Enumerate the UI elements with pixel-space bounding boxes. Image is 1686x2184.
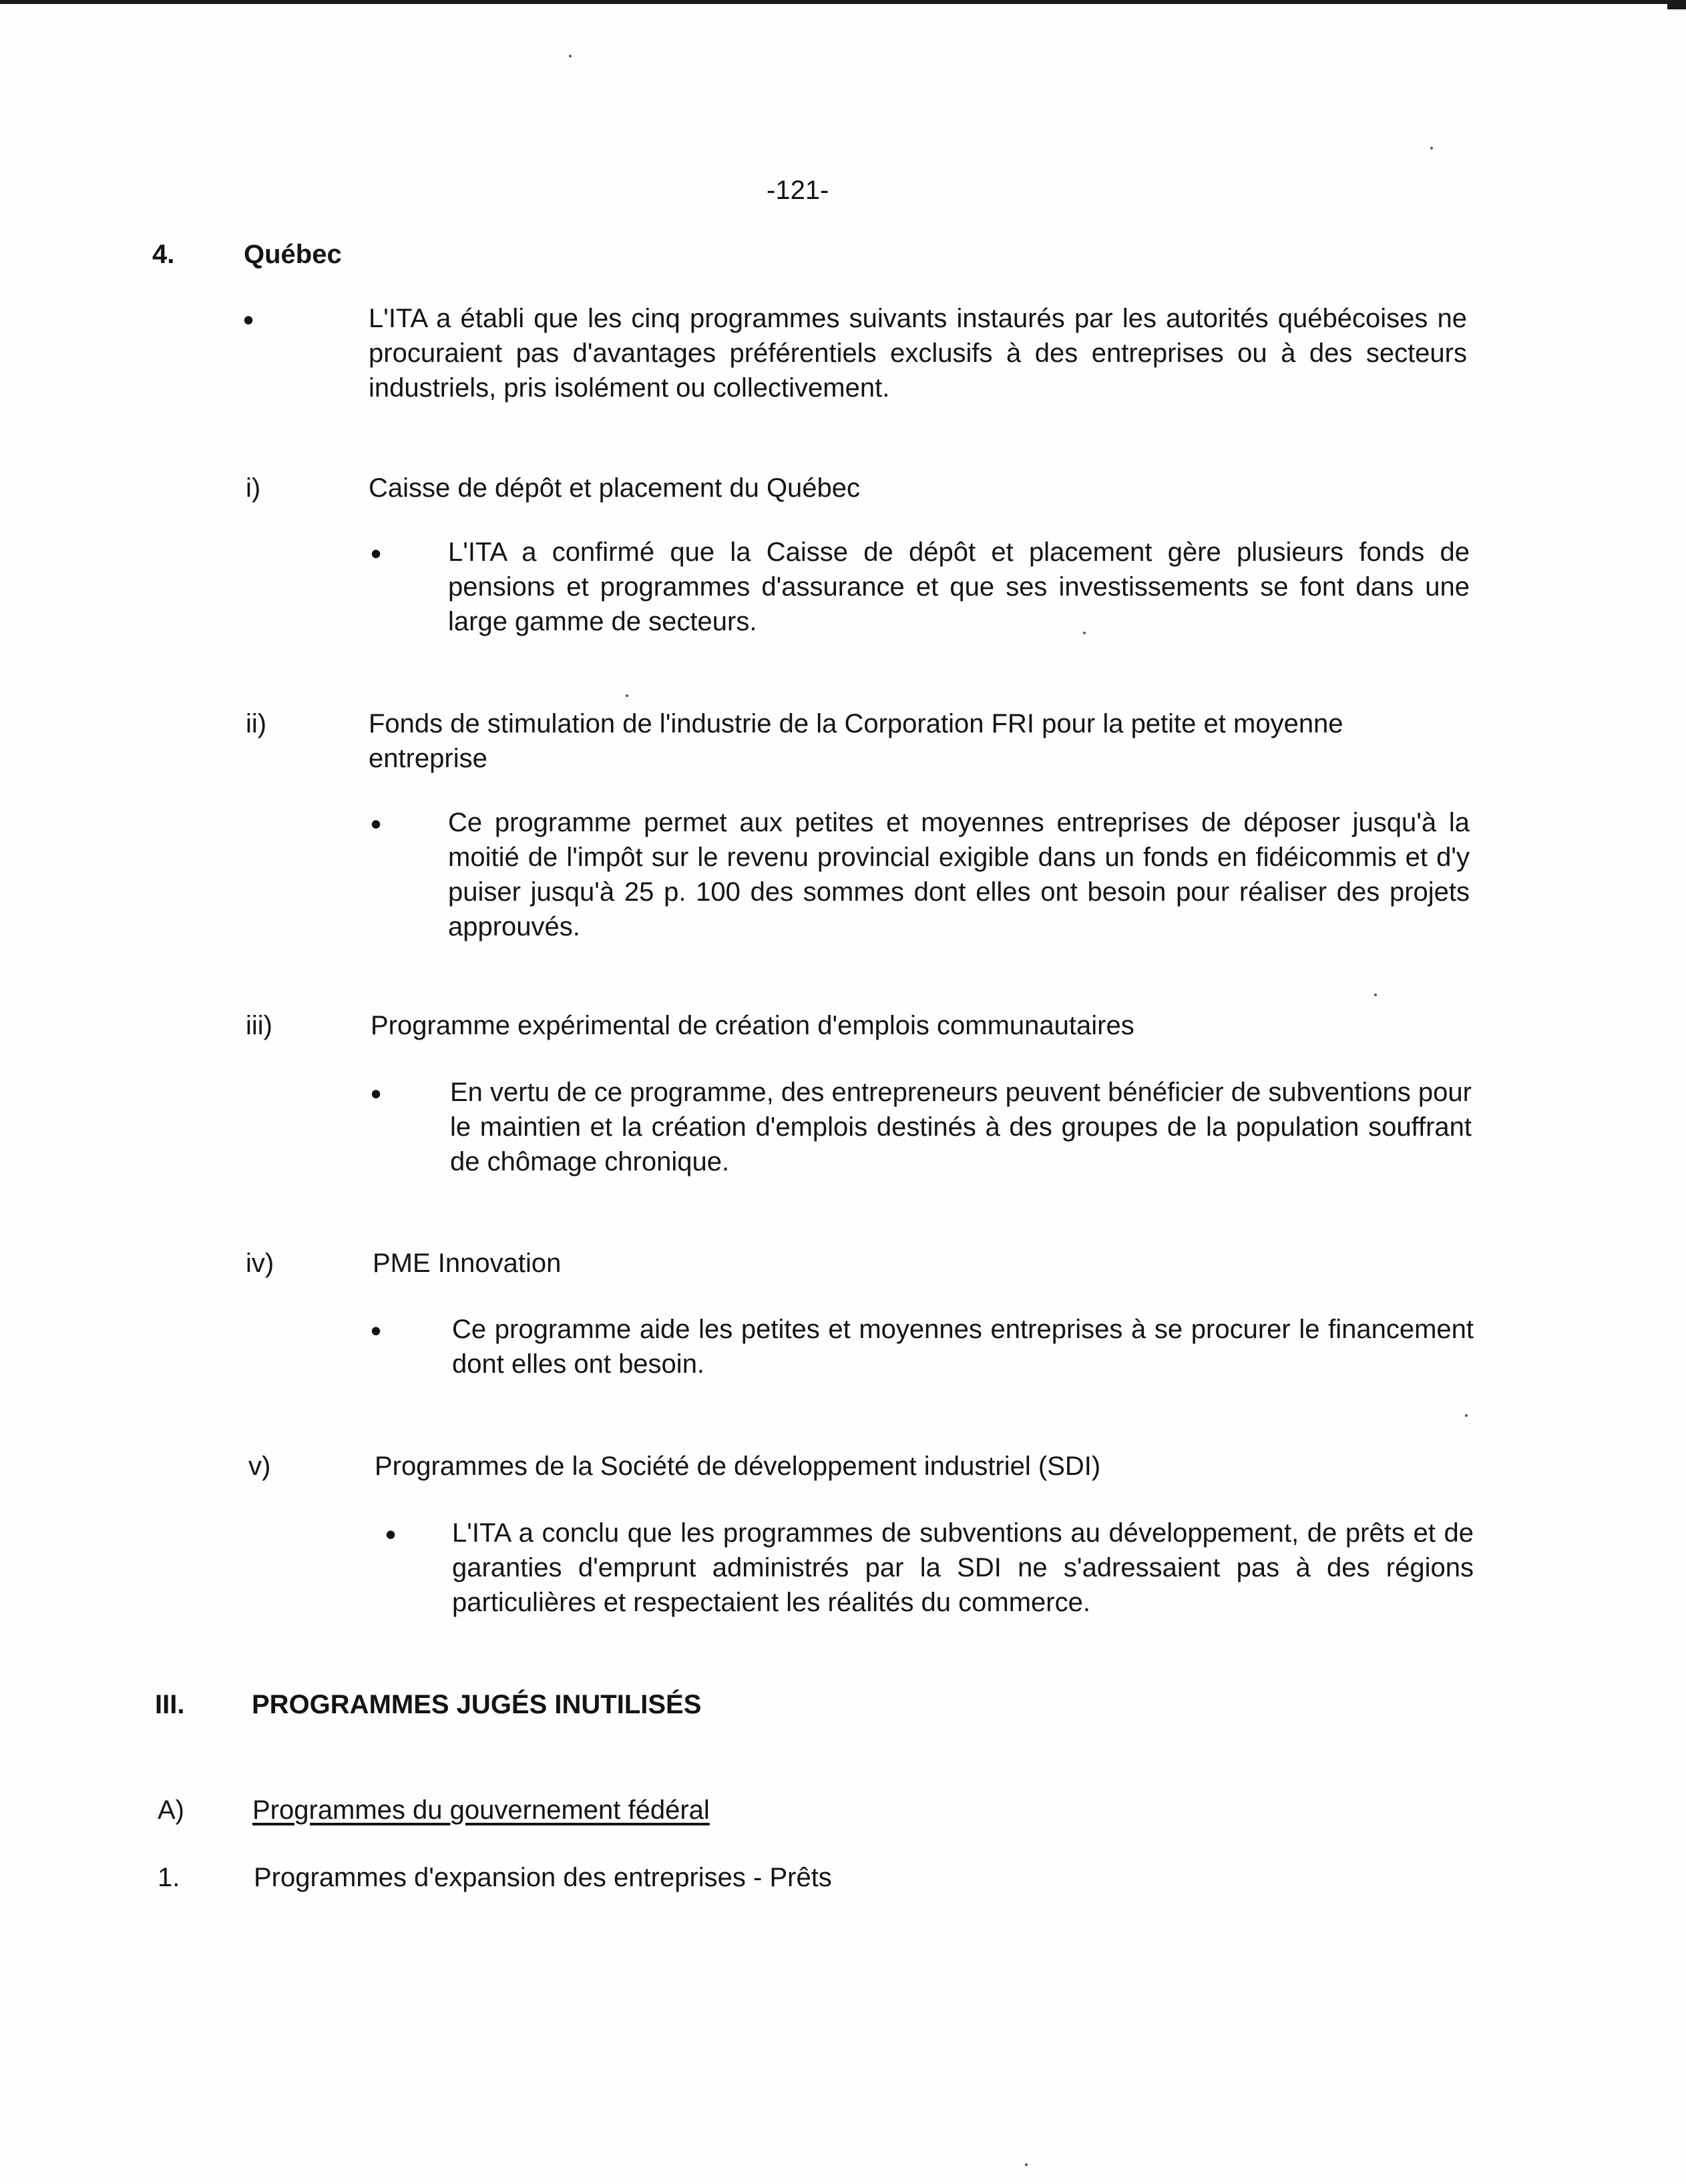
item-title: Fonds de stimulation de l'industrie de la Corporation FRI pour la petite et moyenne [369, 709, 1343, 738]
item-number: iv) [246, 1249, 274, 1278]
section-number: 4. [152, 240, 175, 269]
bullet-icon: • [371, 1076, 382, 1111]
scan-speck [626, 694, 628, 697]
item-title: Caisse de dépôt et placement du Québec [369, 473, 861, 503]
item-title: PME Innovation [373, 1249, 562, 1278]
subsection-title: Programmes du gouvernement fédéral [252, 1795, 710, 1825]
item-number: ii) [246, 709, 267, 738]
subsection-title: Programmes d'expansion des entreprises - Prêts [254, 1863, 832, 1892]
bullet-icon: • [371, 1313, 382, 1348]
scan-speck [569, 55, 572, 57]
bullet-icon: • [371, 807, 382, 841]
section-number: III. [155, 1690, 185, 1719]
bullet-icon: • [385, 1517, 397, 1552]
item-description: En vertu de ce programme, des entrepreneurs peuvent bénéficier de subventions pour le maintien et la création d'emplois destinés à des groupes de la population souffrant de chômage chronique. [450, 1078, 1472, 1176]
scan-speck [1025, 2163, 1028, 2166]
bullet-icon: • [371, 536, 382, 571]
scan-speck [1083, 632, 1086, 634]
section-title: PROGRAMMES JUGÉS INUTILISÉS [252, 1690, 702, 1719]
item-description: Ce programme permet aux petites et moyennes entreprises de déposer jusqu'à la moitié de l'impôt sur le revenu provincial exigible dans un fonds en fidéicommis et d'y puiser jusqu'à 25 p. 100 des sommes dont elles ont besoin pour réaliser des projets approuvés. [448, 808, 1470, 941]
scan-top-border [0, 0, 1686, 4]
item-title-continued: entreprise [369, 744, 487, 773]
item-title: Programme expérimental de création d'emplois communautaires [371, 1011, 1134, 1040]
scan-speck [1374, 994, 1377, 996]
item-number: v) [248, 1452, 271, 1481]
item-description: Ce programme aide les petites et moyennes entreprises à se procurer le financement dont elles ont besoin. [452, 1315, 1474, 1379]
item-title: Programmes de la Société de développement industriel (SDI) [375, 1452, 1101, 1481]
scan-corner-mark [1667, 0, 1686, 9]
item-description: L'ITA a conclu que les programmes de subventions au développement, de prêts et de garanties d'emprunt administrés par la SDI ne s'adressaient pas à des régions particulières et respectaient les réalités du commerce. [452, 1518, 1474, 1617]
scan-speck [1430, 147, 1433, 150]
scan-speck [1465, 1414, 1468, 1417]
subsection-number: 1. [158, 1863, 180, 1892]
section-title: Québec [244, 240, 342, 269]
item-number: i) [246, 473, 261, 503]
subsection-number: A) [158, 1795, 184, 1825]
item-number: iii) [246, 1011, 272, 1040]
bullet-icon: • [243, 302, 254, 337]
intro-paragraph: L'ITA a établi que les cinq programmes suivants instaurés par les autorités québécoises ne procuraient pas d'avantages préférentiels exclusifs à des entreprises ou à des secteurs industriels, pris isolément ou collectivement. [369, 304, 1467, 403]
page-number: -121- [767, 176, 829, 205]
item-description: L'ITA a confirmé que la Caisse de dépôt et placement gère plusieurs fonds de pensions et programmes d'assurance et que ses investissements se font dans une large gamme de secteurs. [448, 537, 1470, 636]
